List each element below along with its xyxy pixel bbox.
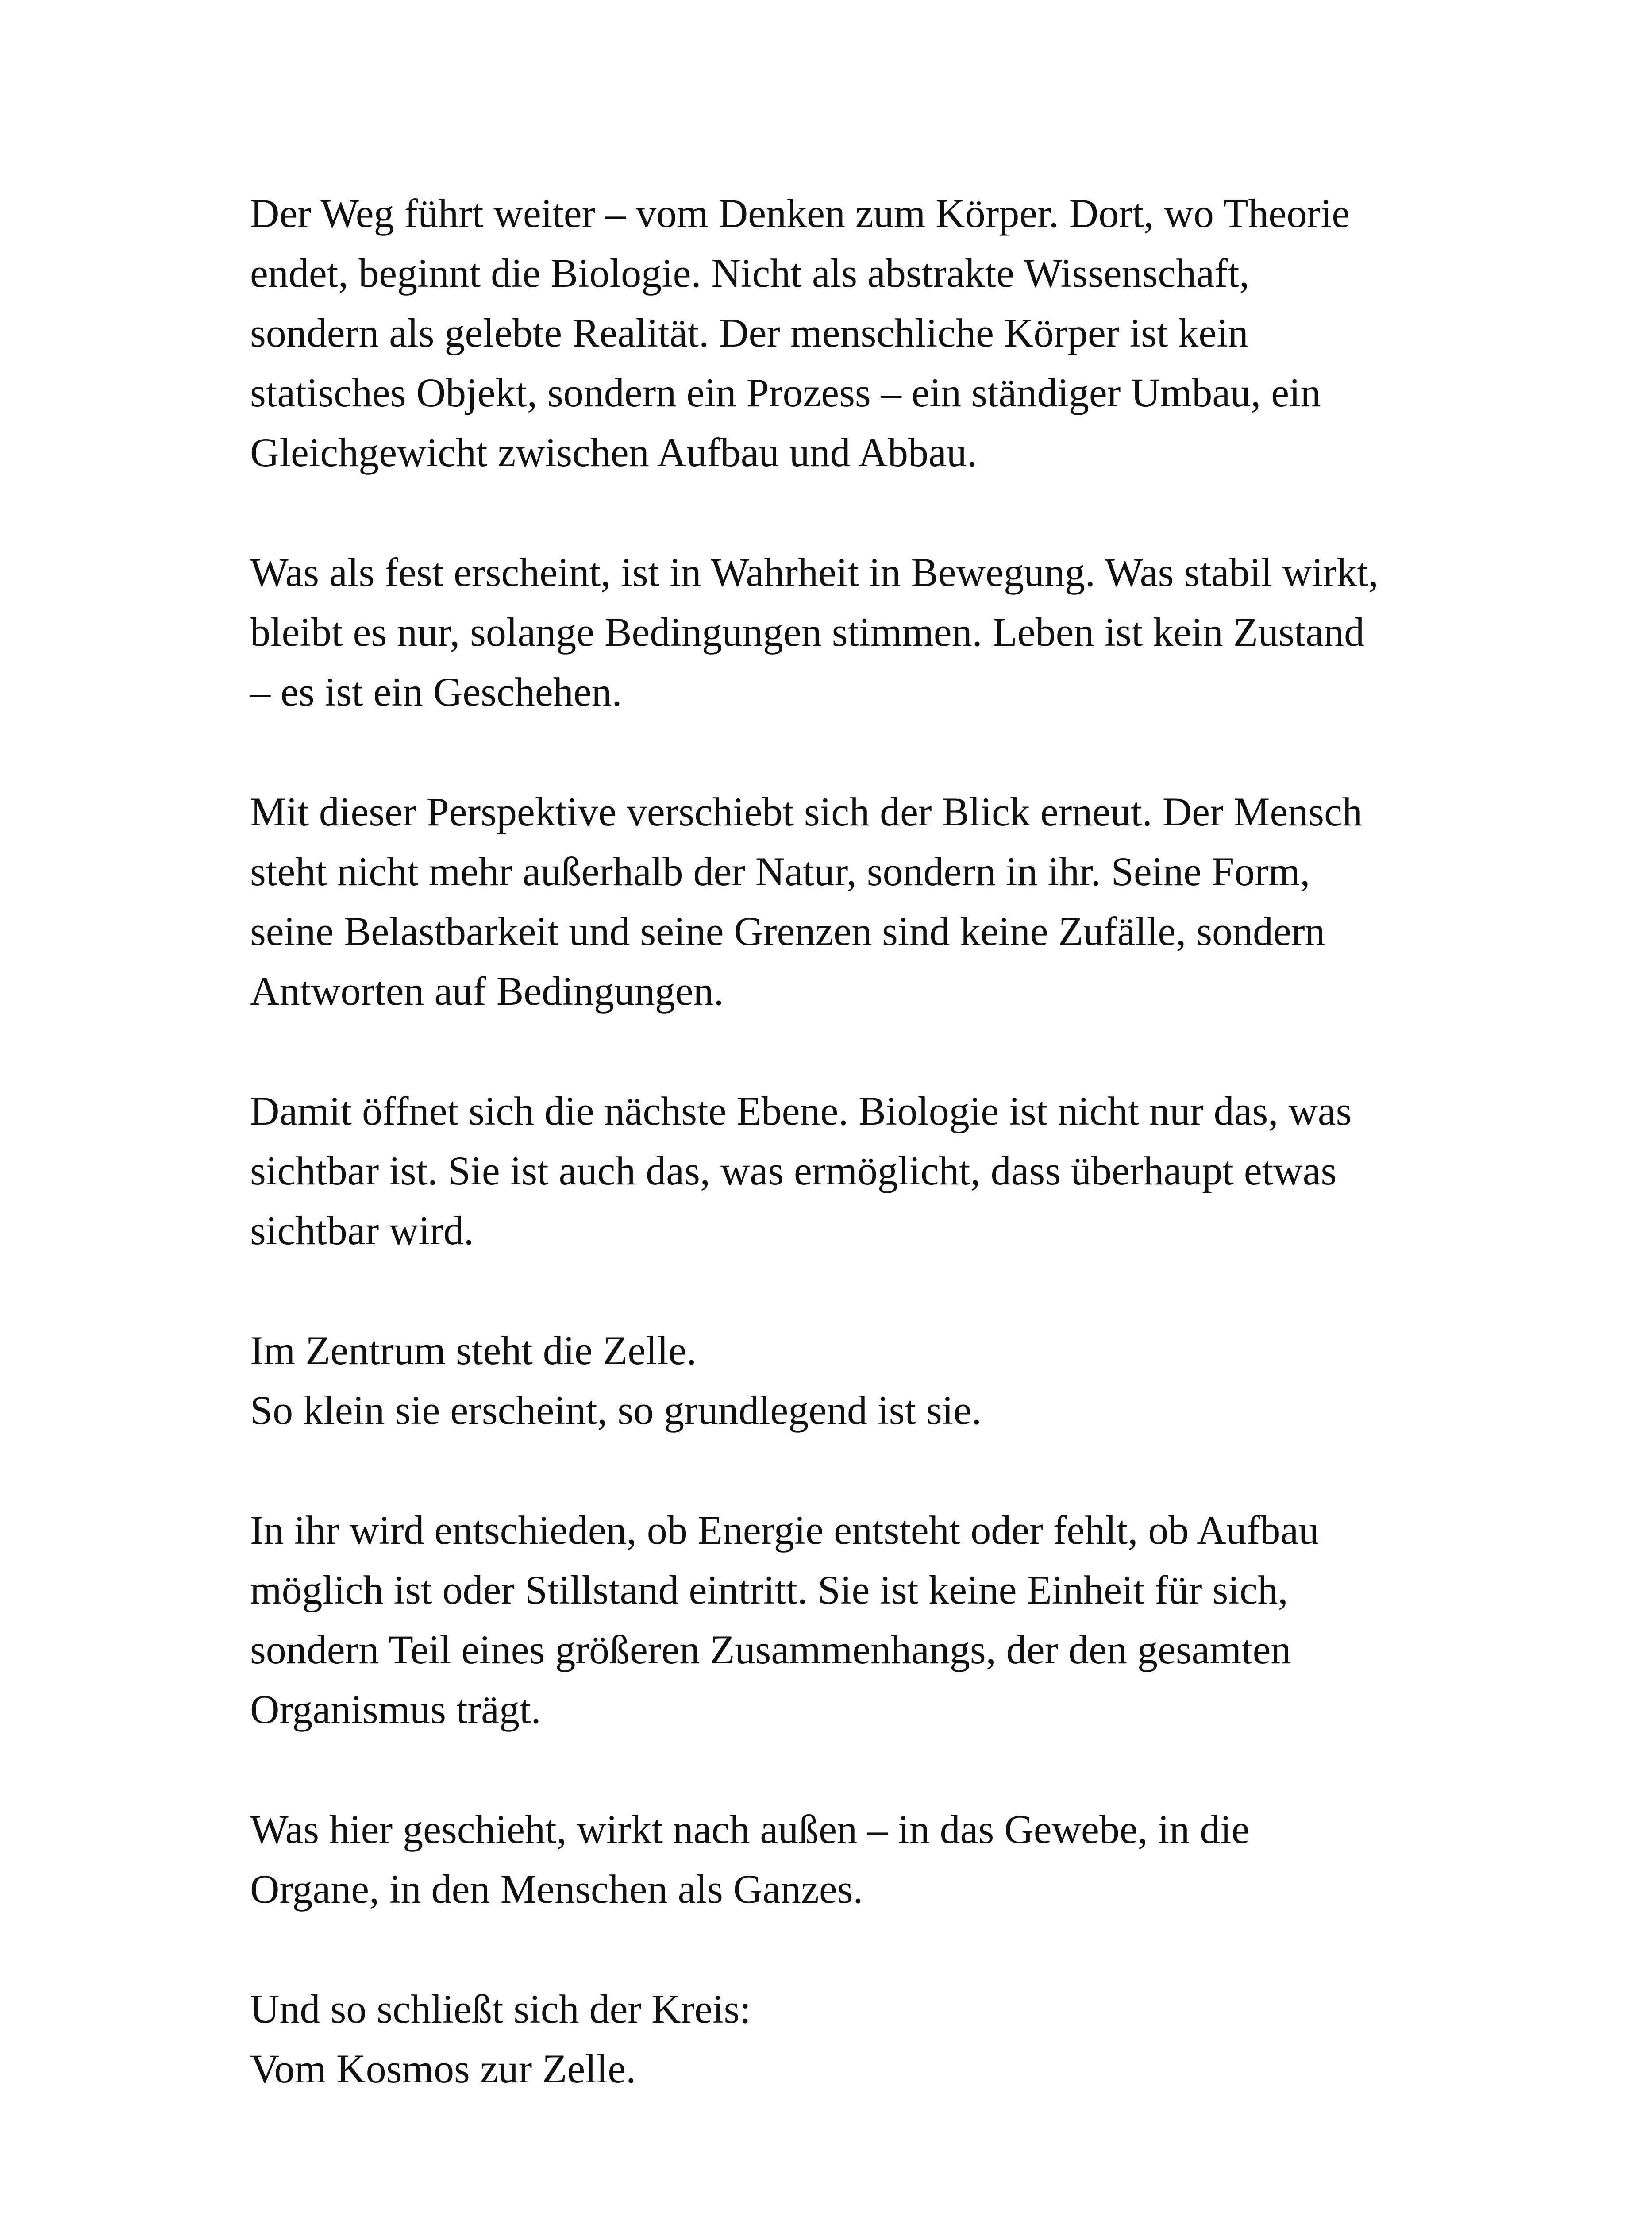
paragraph-5 — [250, 1321, 1467, 1440]
text-line: Organe, in den Menschen als Ganzes. — [250, 1866, 863, 1912]
paragraph-2 — [250, 543, 1467, 722]
text-line: möglich ist oder Stillstand eintritt. Sie ist keine Einheit für sich, — [250, 1567, 1288, 1612]
text-line: sichtbar wird. — [250, 1208, 474, 1253]
paragraph-3 — [250, 782, 1467, 1021]
paragraph-6 — [250, 1500, 1467, 1739]
text-line: Was als fest erscheint, ist in Wahrheit in Bewegung. Was stabil wirkt, — [250, 550, 1379, 595]
text-line: Und so schließt sich der Kreis: — [250, 1986, 751, 2032]
paragraph-4 — [250, 1081, 1467, 1261]
paragraph-7 — [250, 1800, 1467, 1919]
text-line: Was hier geschieht, wirkt nach außen – in das Gewebe, in die — [250, 1807, 1250, 1852]
text-line: sondern Teil eines größeren Zusammenhangs, der den gesamten — [250, 1627, 1291, 1672]
text-line: statisches Objekt, sondern ein Prozess – ein ständiger Umbau, ein — [250, 370, 1321, 415]
body-text — [250, 184, 1467, 2159]
text-line: sondern als gelebte Realität. Der menschliche Körper ist kein — [250, 310, 1248, 355]
text-line: So klein sie erscheint, so grundlegend ist sie. — [250, 1388, 982, 1433]
text-line: sichtbar ist. Sie ist auch das, was ermöglicht, dass überhaupt etwas — [250, 1148, 1337, 1193]
text-line: In ihr wird entschieden, ob Energie entsteht oder fehlt, ob Aufbau — [250, 1507, 1319, 1553]
text-line: Im Zentrum steht die Zelle. — [250, 1328, 697, 1373]
text-line: Mit dieser Perspektive verschiebt sich der Blick erneut. Der Mensch — [250, 789, 1363, 834]
text-line: Antworten auf Bedingungen. — [250, 968, 724, 1014]
paragraph-8 — [250, 1979, 1467, 2099]
text-line: Gleichgewicht zwischen Aufbau und Abbau. — [250, 430, 977, 475]
text-line: Damit öffnet sich die nächste Ebene. Biologie ist nicht nur das, was — [250, 1088, 1352, 1133]
text-line: endet, beginnt die Biologie. Nicht als abstrakte Wissenschaft, — [250, 251, 1250, 296]
text-line: seine Belastbarkeit und seine Grenzen sind keine Zufälle, sondern — [250, 909, 1325, 954]
text-line: Organismus trägt. — [250, 1687, 541, 1732]
text-line: bleibt es nur, solange Bedingungen stimmen. Leben ist kein Zustand — [250, 609, 1365, 655]
text-line: Vom Kosmos zur Zelle. — [250, 2046, 636, 2091]
text-line: steht nicht mehr außerhalb der Natur, sondern in ihr. Seine Form, — [250, 849, 1310, 894]
text-line: – es ist ein Geschehen. — [250, 669, 622, 714]
paragraph-1 — [250, 184, 1467, 482]
text-line: Der Weg führt weiter – vom Denken zum Körper. Dort, wo Theorie — [250, 191, 1350, 236]
